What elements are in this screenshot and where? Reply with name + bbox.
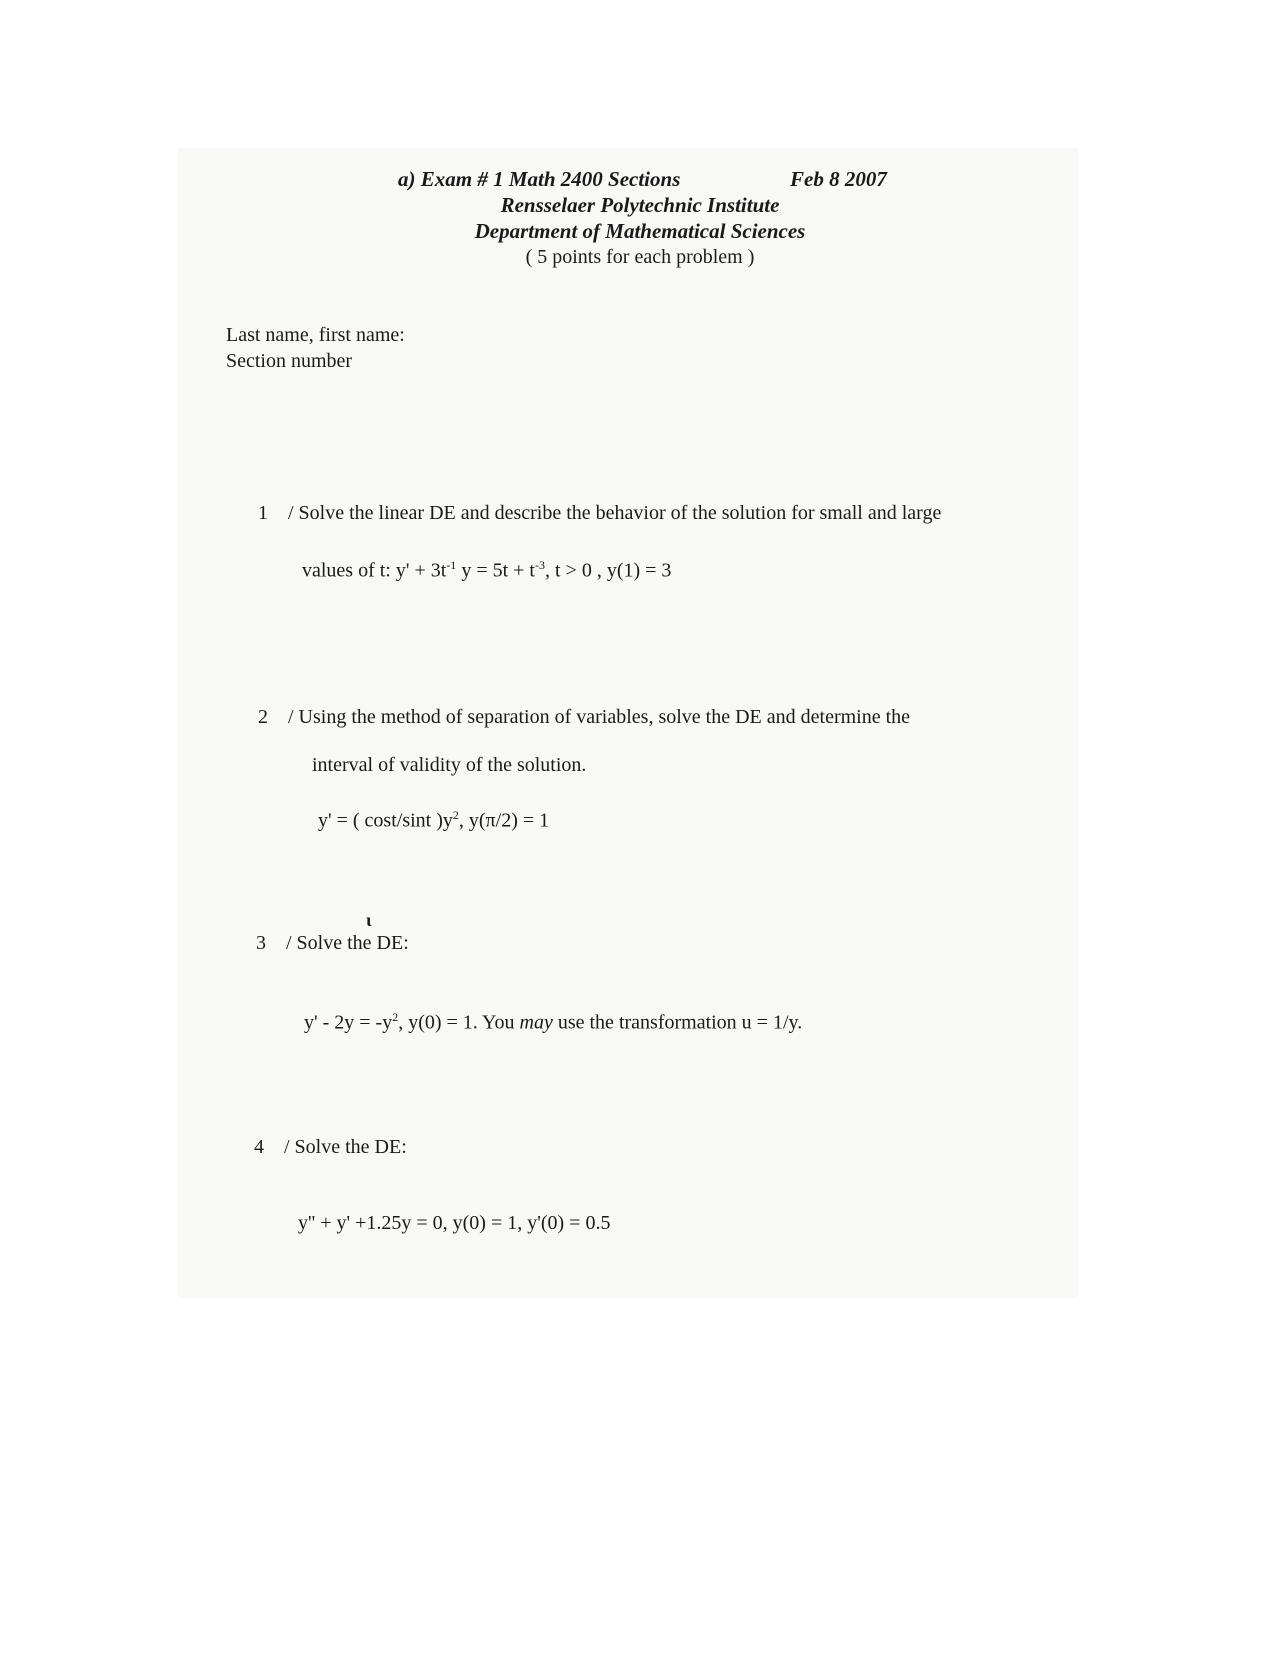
problem-text: / Solve the DE: xyxy=(286,932,409,954)
stray-mark: ɩ xyxy=(366,910,372,930)
problem-3-equation xyxy=(304,1004,802,1036)
equation-part: y' - 2y = -y xyxy=(304,1011,393,1034)
header-line-1 xyxy=(0,166,1280,192)
problem-3-line-1 xyxy=(256,930,409,956)
problem-2-equation xyxy=(318,802,549,834)
exponent: 2 xyxy=(452,808,459,822)
problem-number: 4 xyxy=(254,1136,264,1158)
problem-4-line-1 xyxy=(254,1134,407,1160)
institute-name: Rensselaer Polytechnic Institute xyxy=(500,193,780,217)
problem-text: / Solve the DE: xyxy=(284,1136,407,1158)
exponent: -3 xyxy=(534,558,545,572)
equation-emphasis: may xyxy=(519,1011,553,1034)
problem-4-equation: y'' + y' +1.25y = 0, y(0) = 1, y'(0) = 0.5 xyxy=(298,1212,611,1234)
problem-number: 2 xyxy=(258,706,268,728)
problem-text: / Solve the linear DE and describe the behavior of the solution for small and large xyxy=(288,502,942,524)
equation-part: y' = ( cost/sint )y xyxy=(318,809,453,832)
problem-number: 3 xyxy=(256,932,266,954)
exponent: -1 xyxy=(446,558,457,572)
section-label: Section number xyxy=(226,350,353,372)
exam-header xyxy=(0,166,1280,270)
exam-title: a) Exam # 1 Math 2400 Sections xyxy=(398,167,681,191)
equation-part: , y(0) = 1. You xyxy=(398,1011,520,1034)
exam-date: Feb 8 2007 xyxy=(790,167,887,191)
problem-1-line-1 xyxy=(258,500,941,526)
equation-part: use the transformation u = 1/y. xyxy=(552,1011,803,1034)
problem-2-line-2: interval of validity of the solution. xyxy=(312,754,587,776)
exponent: 2 xyxy=(392,1010,399,1024)
problem-2-line-1 xyxy=(258,704,910,730)
problem-1-equation xyxy=(302,552,671,584)
equation-part: , y(π/2) = 1 xyxy=(458,809,550,832)
problem-number: 1 xyxy=(258,502,268,524)
equation-part: y = 5t + t xyxy=(456,559,535,582)
student-info xyxy=(226,322,405,374)
points-note: ( 5 points for each problem ) xyxy=(525,246,755,268)
name-label: Last name, first name: xyxy=(226,324,405,346)
problem-text: / Using the method of separation of variables, solve the DE and determine the xyxy=(288,706,911,728)
equation-part: , t > 0 , y(1) = 3 xyxy=(544,559,672,582)
equation-part: values of t: y' + 3t xyxy=(302,559,447,582)
department-name: Department of Mathematical Sciences xyxy=(474,219,806,243)
